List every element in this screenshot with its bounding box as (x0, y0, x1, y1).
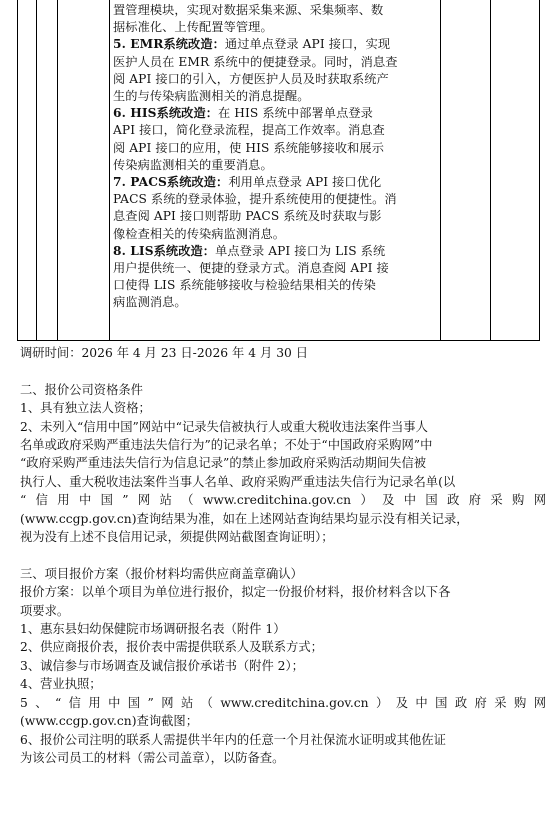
cell-line: API 接口，简化登录流程，提高工作效率。消息查 (113, 123, 385, 138)
cell-line: 像检查相关的传染病监测消息。 (113, 226, 286, 241)
table-border-right (539, 0, 540, 341)
cell-line: 阅 API 接口的应用，使 HIS 系统能够接收和展示 (113, 140, 384, 155)
document-body (20, 344, 546, 767)
list-item: 2、供应商报价表，报价表中需提供联系人及联系方式； (20, 640, 323, 655)
item-heading: 6. HIS系统改造： (113, 106, 219, 121)
list-item: 1、惠东县妇幼保健院市场调研报名表（附件 1） (20, 622, 286, 637)
item-heading: 7. PACS系统改造： (113, 175, 229, 190)
item-text: 在 HIS 系统中部署单点登录 (218, 106, 373, 121)
cell-line: 阅 API 接口的引入，方便医护人员及时获取系统产 (113, 71, 389, 86)
paragraph-line: 报价方案：以单个项目为单位进行报价，拟定一份报价材料，报价材料含以下各 (20, 585, 451, 600)
table-column-divider (109, 0, 110, 341)
paragraph-line: (www.ccgp.gov.cn)查询结果为准，如在上述网站查询结果均显示没有相关记录， (20, 511, 469, 526)
paragraph-line: 视为没有上述不良信用记录，须提供网站截图查询证明）； (20, 530, 334, 545)
item-text: 单点登录 API 接口为 LIS 系统 (215, 243, 386, 258)
paragraph-line: “政府采购严重违法失信行为信息记录”的禁止参加政府采购活动期间失信被 (20, 456, 427, 471)
cell-line: 息查阅 API 接口则帮助 PACS 系统及时获取与影 (113, 209, 382, 224)
cell-line: 病监测消息。 (113, 295, 187, 310)
cell-line: 医护人员在 EMR 系统中的便捷登录。同时，消息查 (113, 54, 398, 69)
paragraph-line: 执行人、重大税收违法案件当事人名单、政府采购严重违法失信行为记录名单(以 (20, 474, 456, 489)
cell-line (113, 174, 438, 191)
table-column-divider (36, 0, 37, 341)
list-item: 6、报价公司注明的联系人需提供半年内的任意一个月社保流水证明或其他佐证 (20, 732, 446, 747)
item-text: 通过单点登录 API 接口，实现 (224, 37, 391, 52)
cell-line: 传染病监测相关的重要消息。 (113, 157, 273, 172)
cell-line: 口使得 LIS 系统能够接收与检验结果相关的传染 (113, 278, 376, 293)
cell-line: 用户提供统一、便捷的登录方式。消息查阅 API 接 (113, 261, 389, 276)
paragraph-line: “信用中国”网站（www.creditchina.gov.cn）及中国政府采购网 (20, 493, 546, 508)
paragraph-line: 项要求。 (20, 603, 70, 618)
list-item: 3、诚信参与市场调查及诚信报价承诺书（附件 2）； (20, 658, 304, 673)
item-heading: 8. LIS系统改造： (113, 243, 216, 258)
cell-line (113, 243, 438, 260)
table-border-bottom (17, 340, 540, 341)
cell-line (113, 105, 438, 122)
table-border-left (17, 0, 18, 341)
research-time: 调研时间：2026 年 4 月 23 日-2026 年 4 月 30 日 (20, 346, 309, 360)
list-item: 5、“信用中国”网站（www.creditchina.gov.cn）及中国政府采购网 (20, 695, 546, 710)
requirements-cell-text (113, 2, 438, 312)
paragraph-line: 1、具有独立法人资格； (20, 401, 151, 416)
table-column-divider (57, 0, 58, 341)
table-column-divider (440, 0, 441, 341)
cell-line: 据标准化、上传配置等管理。 (113, 20, 273, 35)
paragraph-line: 名单或政府采购严重违法失信行为”的记录名单；不处于“中国政府采购网”中 (20, 438, 433, 453)
requirements-table (17, 0, 540, 341)
table-column-divider (490, 0, 491, 341)
section-title: 三、项目报价方案（报价材料均需供应商盖章确认） (20, 566, 303, 581)
item-heading: 5. EMR系统改造： (113, 37, 225, 52)
cell-line: 置管理模块，实现对数据采集来源、采集频率、数 (113, 3, 384, 17)
section-title: 二、报价公司资格条件 (20, 382, 143, 397)
list-item: 4、营业执照； (20, 677, 102, 692)
list-item: (www.ccgp.gov.cn)查询截图； (20, 714, 199, 729)
item-text: 利用单点登录 API 接口优化 (228, 175, 382, 190)
cell-line: PACS 系统的登录体验，提升系统使用的便捷性。消 (113, 192, 397, 207)
cell-line: 生的与传染病监测相关的消息提醒。 (113, 89, 310, 104)
list-item: 为该公司员工的材料（需公司盖章），以防备查。 (20, 750, 285, 765)
cell-line (113, 36, 438, 53)
paragraph-line: 2、未列入“信用中国”网站中“记录失信被执行人或重大税收违法案件当事人 (20, 419, 428, 434)
